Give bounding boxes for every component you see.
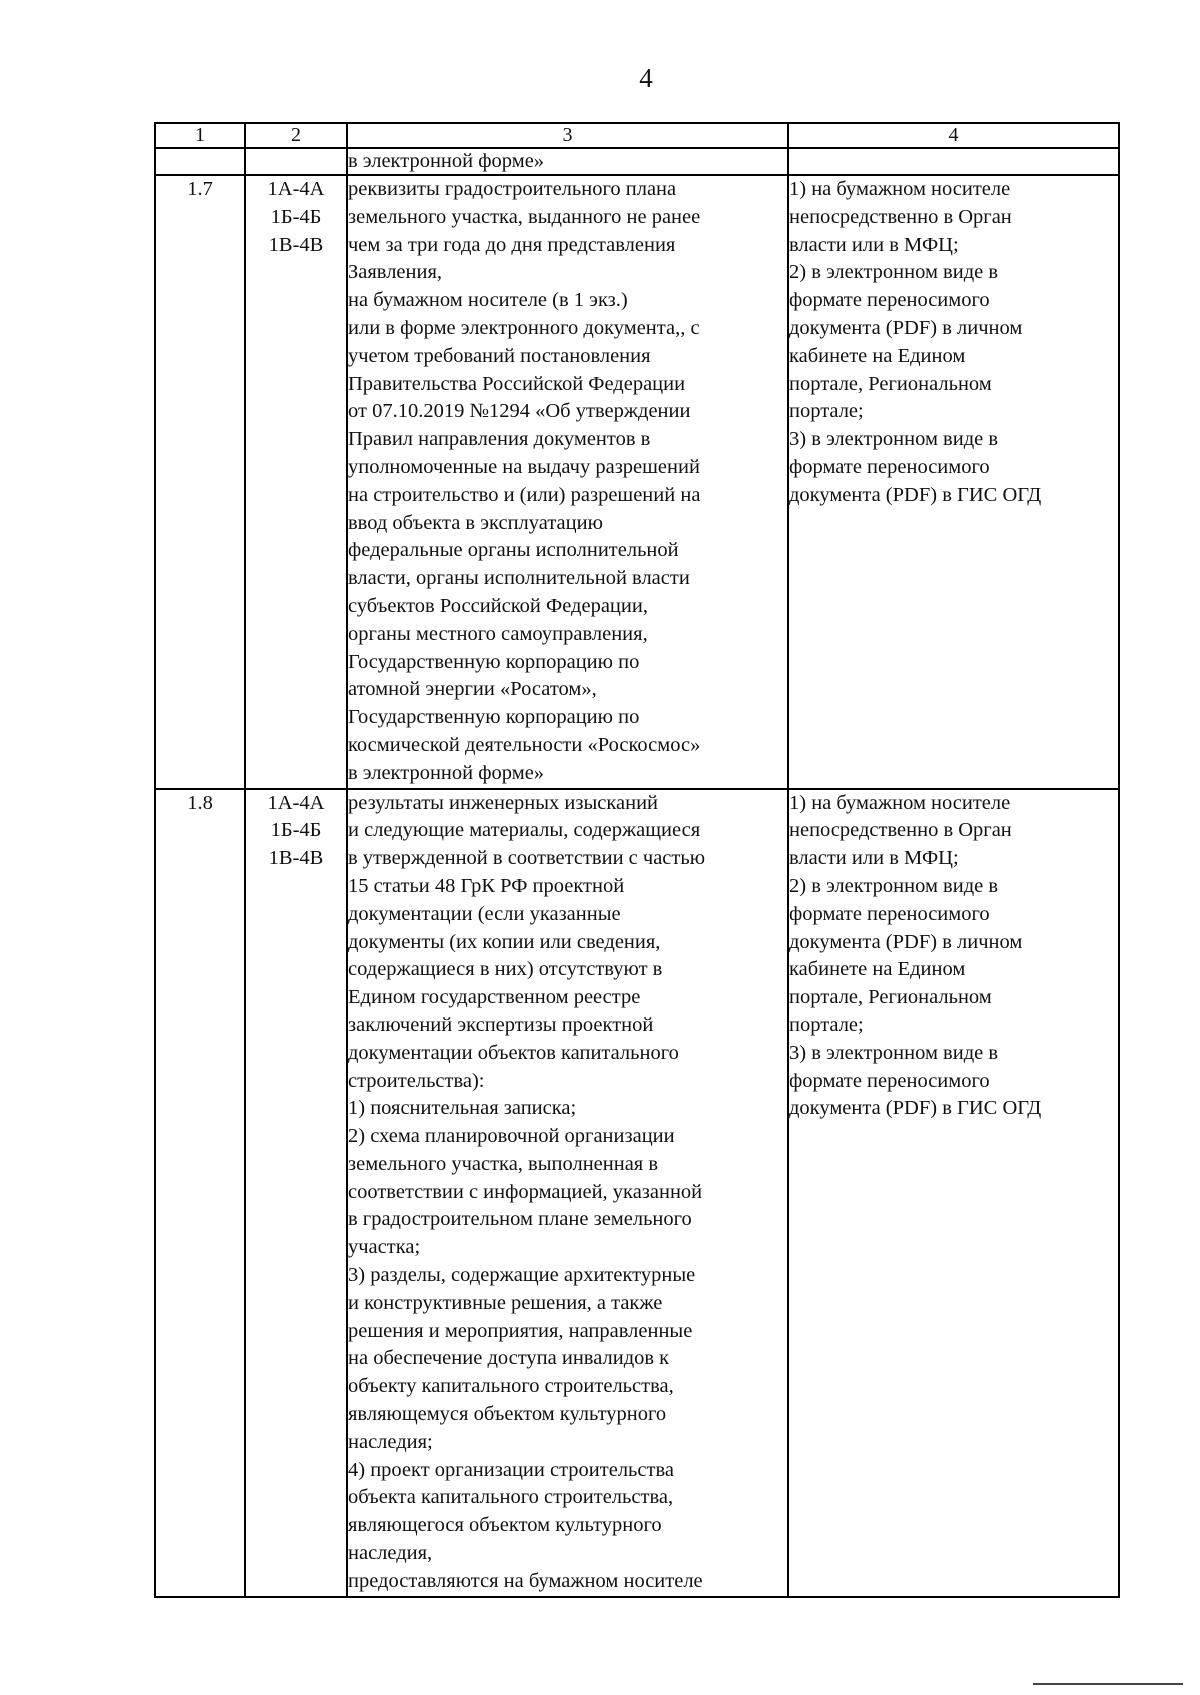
- row-description: [347, 789, 788, 1597]
- delivery-line: 1) на бумажном носителе: [789, 791, 1011, 814]
- description-line: являющемуся объектом культурного: [348, 1403, 667, 1426]
- description-line: и конструктивные решения, а также: [348, 1291, 663, 1314]
- table-header-row: [155, 123, 1119, 148]
- delivery-line: портале;: [789, 400, 864, 423]
- description-line: Государственную корпорацию по: [348, 706, 640, 729]
- description-line: чем за три года до дня представления: [348, 233, 676, 256]
- description-line: субъектов Российской Федерации,: [348, 594, 648, 617]
- code-line: 1В-4В: [268, 233, 324, 256]
- row-number: 1.8: [155, 789, 245, 1597]
- row-number: 1.7: [155, 175, 245, 789]
- description-line: объекта капитального строительства,: [348, 1486, 674, 1509]
- delivery-line: документа (PDF) в ГИС ОГД: [789, 1097, 1042, 1120]
- delivery-line: 3) в электронном виде в: [789, 1041, 999, 1064]
- description-line: решения и мероприятия, направленные: [348, 1319, 693, 1342]
- continuation-delivery: [788, 148, 1119, 175]
- description-line: атомной энергии «Росатом»,: [348, 678, 597, 701]
- description-line: участка;: [348, 1236, 421, 1259]
- description-line: Правительства Российской Федерации: [348, 372, 686, 395]
- page-number: 4: [639, 63, 653, 93]
- description-line: земельного участка, выданного не ранее: [348, 205, 701, 228]
- row-codes: [245, 789, 347, 1597]
- description-line: строительства):: [348, 1069, 485, 1092]
- description-line: власти, органы исполнительной власти: [348, 567, 690, 590]
- delivery-line: 2) в электронном виде в: [789, 874, 999, 897]
- description-line: от 07.10.2019 №1294 «Об утверждении: [348, 400, 691, 423]
- description-line: Правил направления документов в: [348, 428, 651, 451]
- description-line: реквизиты градостроительного плана: [348, 178, 677, 200]
- description-line: документации (если указанные: [348, 902, 621, 925]
- description-line: на бумажном носителе (в 1 экз.): [348, 289, 628, 312]
- code-line: 1Б-4Б: [270, 205, 322, 228]
- description-line: космической деятельности «Роскосмос»: [348, 733, 701, 756]
- scan-edge-mark: [1033, 1683, 1183, 1685]
- description-line: наследия,: [348, 1542, 433, 1565]
- description-line: 1) пояснительная записка;: [348, 1097, 577, 1120]
- description-line: в градостроительном плане земельного: [348, 1208, 692, 1231]
- description-line: содержащиеся в них) отсутствуют в: [348, 958, 663, 981]
- description-line: 3) разделы, содержащие архитектурные: [348, 1264, 696, 1287]
- row-delivery: [788, 789, 1119, 1597]
- table-row: [155, 175, 1119, 789]
- code-line: 1Б-4Б: [270, 819, 322, 842]
- description-line: наследия;: [348, 1430, 433, 1453]
- description-line: в электронной форме»: [348, 761, 545, 784]
- description-line: земельного участка, выполненная в: [348, 1152, 659, 1175]
- description-line: 15 статьи 48 ГрК РФ проектной: [348, 874, 625, 897]
- row-codes: [245, 175, 347, 789]
- document-table: [154, 122, 1120, 1598]
- delivery-line: портале, Региональном: [789, 986, 992, 1009]
- delivery-line: документа (PDF) в ГИС ОГД: [789, 483, 1042, 506]
- delivery-line: кабинете на Едином: [789, 344, 966, 367]
- delivery-line: портале;: [789, 1013, 864, 1036]
- description-line: 2) схема планировочной организации: [348, 1125, 675, 1148]
- continuation-row: [155, 148, 1119, 175]
- description-line: на обеспечение доступа инвалидов к: [348, 1347, 670, 1370]
- description-line: органы местного самоуправления,: [348, 622, 648, 645]
- description-line: являющегося объектом культурного: [348, 1514, 662, 1537]
- description-line: уполномоченные на выдачу разрешений: [348, 455, 700, 478]
- description-line: на строительство и (или) разрешений на: [348, 483, 701, 506]
- delivery-line: документа (PDF) в личном: [789, 930, 1023, 953]
- row-description: [347, 175, 788, 789]
- delivery-line: власти или в МФЦ;: [789, 233, 959, 256]
- description-line: объекту капитального строительства,: [348, 1375, 674, 1398]
- delivery-line: власти или в МФЦ;: [789, 847, 959, 870]
- description-line: в утвержденной в соответствии с частью: [348, 847, 706, 870]
- description-line: учетом требований постановления: [348, 344, 651, 367]
- description-line: заключений экспертизы проектной: [348, 1013, 654, 1036]
- delivery-line: формате переносимого: [789, 902, 990, 925]
- description-line: соответствии с информацией, указанной: [348, 1180, 703, 1203]
- delivery-line: кабинете на Едином: [789, 958, 966, 981]
- description-line: Государственную корпорацию по: [348, 650, 640, 673]
- description-line: Едином государственном реестре: [348, 986, 641, 1009]
- delivery-line: документа (PDF) в личном: [789, 316, 1023, 339]
- continuation-codes: [245, 148, 347, 175]
- description-line: ввод объекта в эксплуатацию: [348, 511, 603, 534]
- header-cell-4: 4: [788, 123, 1119, 148]
- delivery-line: портале, Региональном: [789, 372, 992, 395]
- delivery-line: непосредственно в Орган: [789, 205, 1012, 228]
- description-line: документы (их копии или сведения,: [348, 930, 661, 953]
- description-line: результаты инженерных изысканий: [348, 791, 659, 814]
- row-delivery: [788, 175, 1119, 789]
- delivery-line: формате переносимого: [789, 1069, 990, 1092]
- description-line: 4) проект организации строительства: [348, 1458, 674, 1481]
- description-line: документации объектов капитального: [348, 1041, 679, 1064]
- description-line: предоставляются на бумажном носителе: [348, 1569, 703, 1592]
- table-row: [155, 789, 1119, 1597]
- delivery-line: непосредственно в Орган: [789, 819, 1012, 842]
- header-cell-3: 3: [347, 123, 788, 148]
- code-line: 1А-4А: [267, 791, 325, 814]
- delivery-line: 1) на бумажном носителе: [789, 178, 1011, 200]
- delivery-line: формате переносимого: [789, 455, 990, 478]
- description-line: или в форме электронного документа,, с: [348, 316, 700, 339]
- continuation-num: [155, 148, 245, 175]
- delivery-line: формате переносимого: [789, 289, 990, 312]
- continuation-description: в электронной форме»: [347, 148, 788, 175]
- header-cell-2: 2: [245, 123, 347, 148]
- description-line: федеральные органы исполнительной: [348, 539, 679, 562]
- code-line: 1В-4В: [268, 847, 324, 870]
- header-cell-1: 1: [155, 123, 245, 148]
- description-line: и следующие материалы, содержащиеся: [348, 819, 701, 842]
- delivery-line: 3) в электронном виде в: [789, 428, 999, 451]
- delivery-line: 2) в электронном виде в: [789, 261, 999, 284]
- description-line: Заявления,: [348, 261, 443, 284]
- code-line: 1А-4А: [267, 178, 325, 200]
